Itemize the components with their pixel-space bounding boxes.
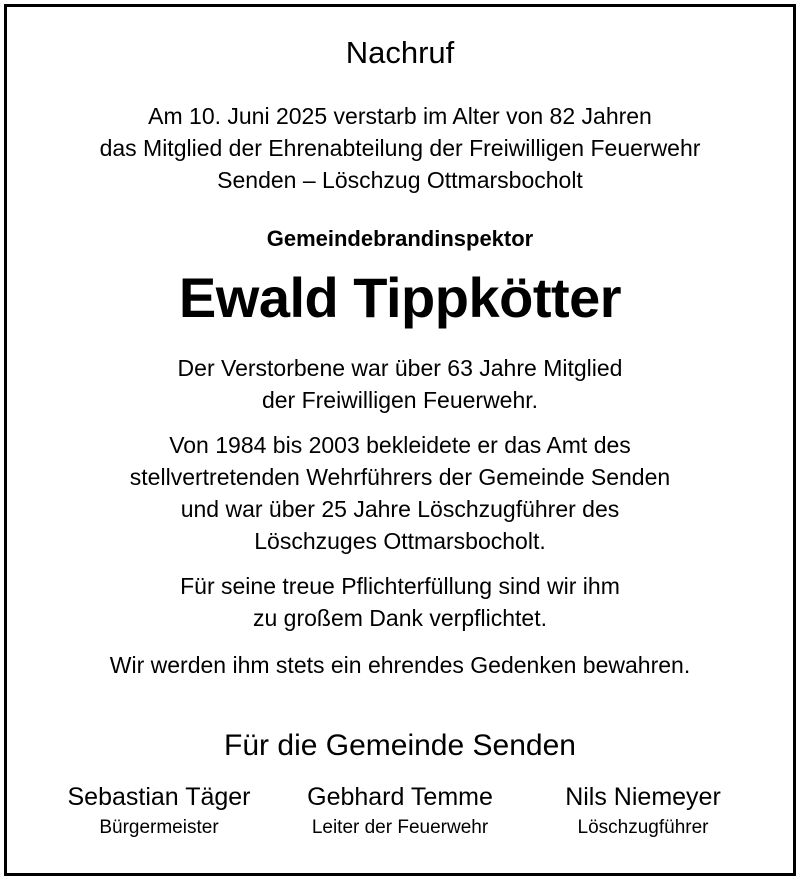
paragraph-line: Für seine treue Pflichterfüllung sind wir ihm <box>180 573 620 599</box>
intro-line: Am 10. Juni 2025 verstarb im Alter von 82 Jahren <box>148 103 652 129</box>
career-paragraph <box>0 429 800 557</box>
paragraph-line: zu großem Dank verpflichtet. <box>252 605 547 631</box>
paragraph-line: Von 1984 bis 2003 bekleidete er das Amt des <box>169 432 631 458</box>
deceased-name: Ewald Tippkötter <box>178 266 622 329</box>
deceased-rank: Gemeindebrandinspektor <box>266 226 534 251</box>
gratitude-paragraph <box>0 570 800 634</box>
obituary-title: Nachruf <box>345 35 455 70</box>
signatory-role: Löschzugführer <box>577 817 709 838</box>
signatory-name: Gebhard Temme <box>307 783 493 811</box>
signatory-role: Leiter der Feuerwehr <box>311 817 489 838</box>
paragraph-line: stellvertretenden Wehrführers der Gemeinde Senden <box>129 464 671 490</box>
signatory-name: Nils Niemeyer <box>565 783 721 811</box>
signatory-platoon-leader <box>530 780 756 842</box>
signatory-role: Bürgermeister <box>99 817 219 838</box>
paragraph-line: Der Verstorbene war über 63 Jahre Mitglied <box>177 355 623 381</box>
paragraph-line: und war über 25 Jahre Löschzugführer des <box>180 496 620 522</box>
organization-line: Für die Gemeinde Senden <box>224 729 576 762</box>
intro-line: das Mitglied der Ehrenabteilung der Freiwilligen Feuerwehr <box>99 135 701 161</box>
membership-paragraph <box>0 352 800 416</box>
signatory-name: Sebastian Täger <box>67 783 251 811</box>
intro-line: Senden – Löschzug Ottmarsbocholt <box>217 167 583 193</box>
paragraph-line: Wir werden ihm stets ein ehrendes Gedenken bewahren. <box>109 652 691 678</box>
signatory-fire-chief <box>280 780 520 842</box>
paragraph-line: der Freiwilligen Feuerwehr. <box>261 387 539 413</box>
signatory-mayor <box>48 780 270 842</box>
paragraph-line: Löschzuges Ottmarsbocholt. <box>254 528 546 554</box>
remembrance-paragraph <box>0 649 800 681</box>
intro-text <box>0 100 800 196</box>
